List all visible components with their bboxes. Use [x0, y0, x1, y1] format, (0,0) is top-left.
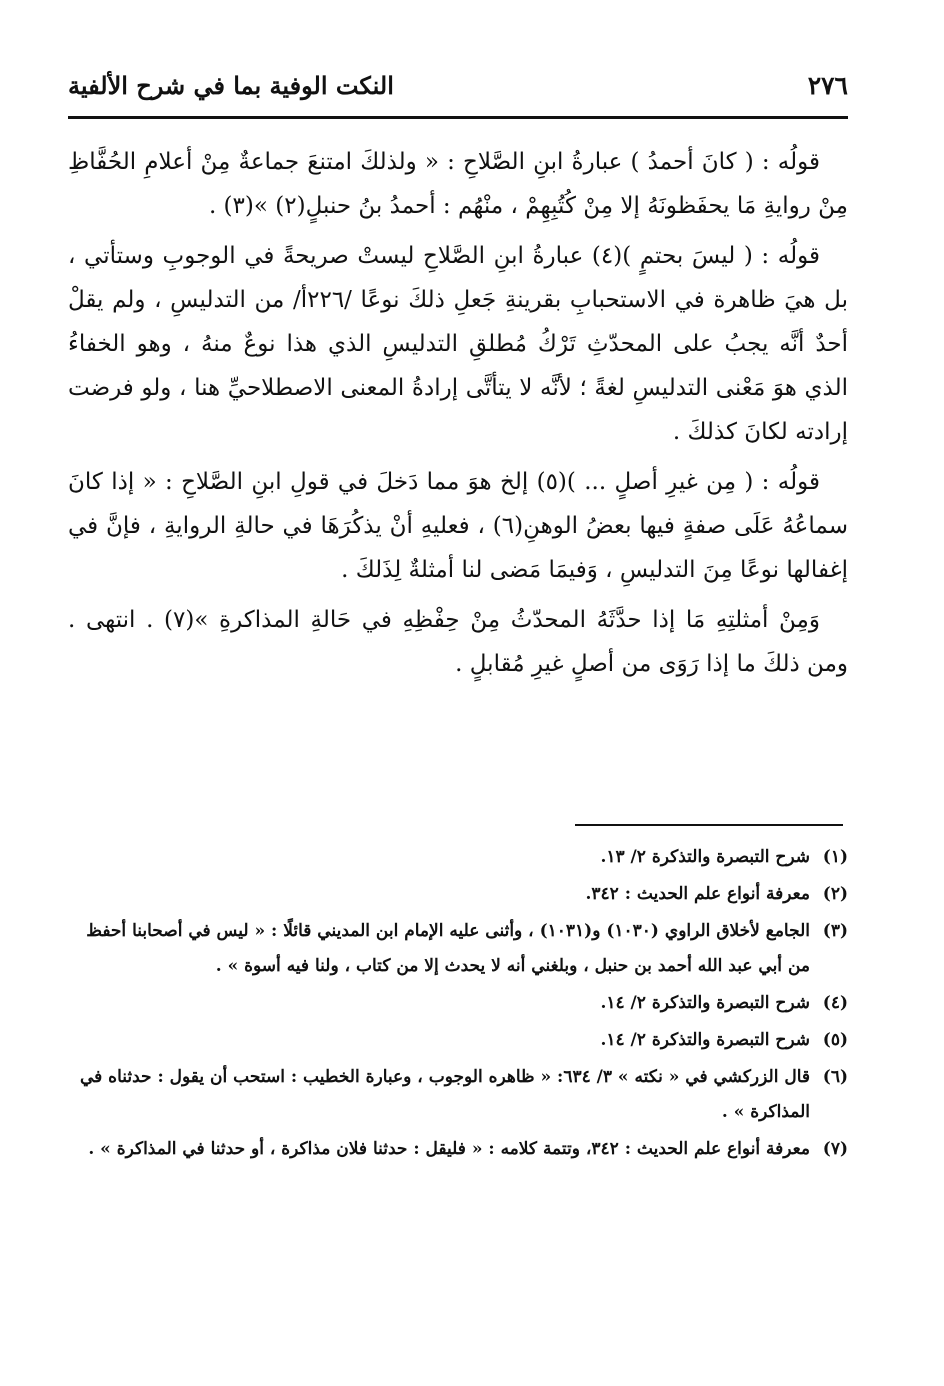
- paragraph-2: قولُه : ( ليسَ بحتمٍ )(٤) عبارةُ ابنِ الصَّلاحِ ليستْ صريحةً في الوجوبِ وستأتي ، بل هيَ ظاهرة في الاستحبابِ بقرينةِ جَعلِ ذلكَ نوعًا /٢٢٦أ/ من التدليسِ ، ولم يقلْ أحدٌ أنَّه يجبُ على المحدّثِ تَرْكُ مُطلقِ التدليسِ الذي هذا نوعٌ منهُ ، وهو الخفاءُ الذي هوَ مَعْنى التدليسِ لغةً ؛ لأنَّه لا يتأتَّى إرادةُ المعنى الاصطلاحيِّ هنا ، ولو فرضت إرادته لكانَ كذلكَ .: [68, 243, 848, 445]
- footnote-number: (١): [822, 847, 848, 867]
- header-rule: [68, 116, 848, 119]
- footnote-5: [68, 1023, 848, 1058]
- footnote-number: (٤): [822, 993, 848, 1013]
- footnote-6: [68, 1060, 848, 1130]
- page-number: ٢٧٦: [807, 70, 848, 100]
- footnotes: [68, 840, 848, 1169]
- paragraph-1: قولُه : ( كانَ أحمدُ ) عبارةُ ابنِ الصَّلاحِ : « ولذلكَ امتنعَ جماعةٌ مِنْ أعلامِ الحُفَّاظِ مِنْ روايةِ مَا يحفَظونَهُ إلا مِنْ كُتُبِهِمْ ، منْهُم : أحمدُ بنُ حنبلٍ(٢) »(٣) .: [68, 149, 848, 219]
- footnote-7: [68, 1132, 848, 1167]
- running-title: النكت الوفية بما في شرح الألفية: [68, 70, 394, 100]
- footnote-number: (٣): [822, 921, 848, 941]
- footnote-text: شرح التبصرة والتذكرة ٢/ ١٣.: [600, 847, 810, 867]
- footnote-number: (٦): [822, 1067, 848, 1087]
- footnote-1: [68, 840, 848, 875]
- footnote-4: [68, 986, 848, 1021]
- footnote-2: [68, 877, 848, 912]
- main-text: [68, 140, 848, 692]
- footnote-text: شرح التبصرة والتذكرة ٢/ ١٤.: [600, 993, 810, 1013]
- footnote-text: الجامع لأخلاق الراوي (١٠٣٠) و(١٠٣١) ، وأثنى عليه الإمام ابن المديني قائلًا : « ليس في أصحابنا أحفظ من أبي عبد الله أحمد بن حنبل ، وبلغني أنه لا يحدث إلا من كتاب ، ولنا فيه أسوة » .: [86, 921, 810, 976]
- paragraph-4: وَمِنْ أمثلتِهِ مَا إذا حدَّثَهُ المحدّثُ مِنْ حِفْظِهِ في حَالةِ المذاكرةِ »(٧) . انتهى . ومن ذلكَ ما إذا رَوَى من أصلٍ غيرِ مُقابلٍ .: [68, 607, 848, 677]
- footnote-text: قال الزركشي في « نكته » ٣/ ٦٣٤: « ظاهره الوجوب ، وعبارة الخطيب : استحب أن يقول : حدثناه في المذاكرة » .: [79, 1067, 810, 1122]
- footnote-number: (٧): [822, 1139, 848, 1159]
- footnote-text: معرفة أنواع علم الحديث : ٣٤٢، وتتمة كلامه : « فليقل : حدثنا فلان مذاكرة ، أو حدثنا في المذاكرة » .: [88, 1139, 810, 1159]
- footnote-text: شرح التبصرة والتذكرة ٢/ ١٤.: [600, 1030, 810, 1050]
- paragraph-3: قولُه : ( مِن غيرِ أصلٍ ... )(٥) إلخ هوَ مما دَخلَ في قولِ ابنِ الصَّلاحِ : « إذا كانَ سماعُهُ عَلَى صفةٍ فيها بعضُ الوهنِ(٦) ، فعليهِ أنْ يذكُرَهَا في حالةِ الروايةِ ، فإنَّ في إغفالها نوعًا مِنَ التدليسِ ، وَفيمَا مَضى لنا أمثلةٌ لِذَلكَ .: [68, 469, 848, 583]
- footnote-number: (٥): [822, 1030, 848, 1050]
- footnote-number: (٢): [822, 884, 848, 904]
- footnote-3: [68, 914, 848, 984]
- footnote-separator: [575, 824, 843, 826]
- footnote-text: معرفة أنواع علم الحديث : ٣٤٢.: [585, 884, 810, 904]
- page-header: [68, 62, 848, 108]
